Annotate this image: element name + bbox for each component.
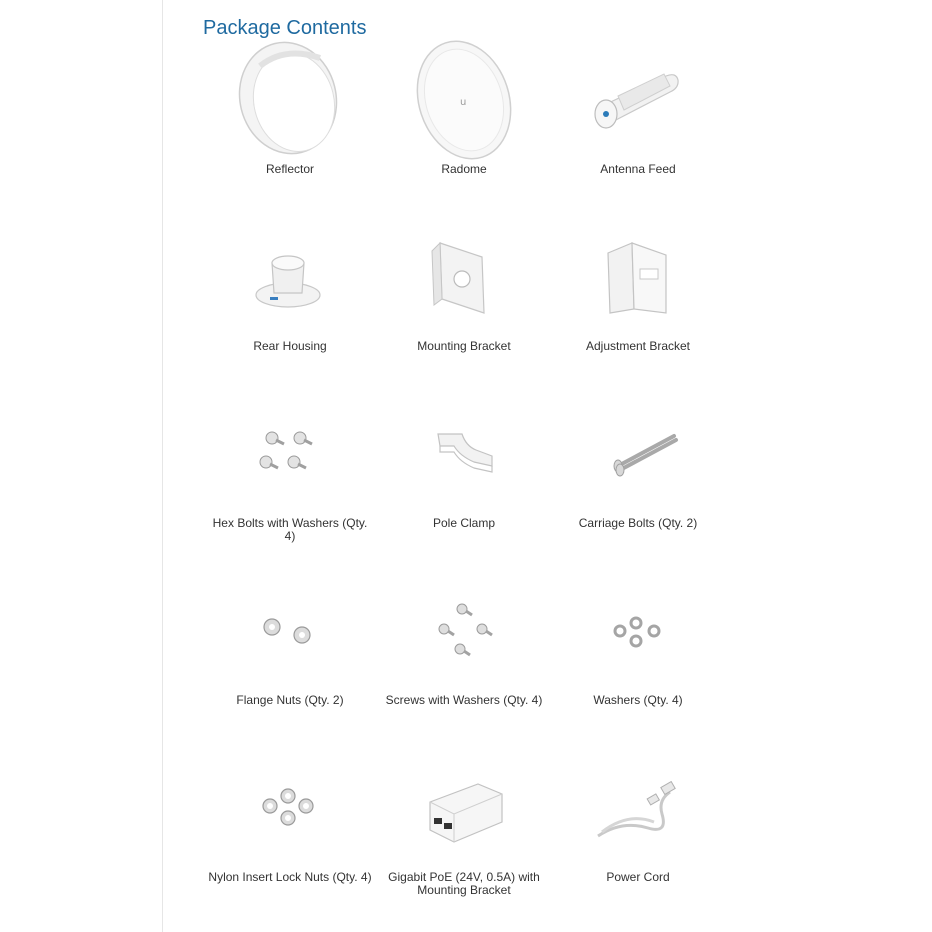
item-label: Nylon Insert Lock Nuts (Qty. 4): [208, 870, 372, 884]
item-label: Carriage Bolts (Qty. 2): [578, 516, 698, 530]
washers-icon: [578, 567, 698, 691]
item-label: Adjustment Bracket: [585, 339, 691, 353]
svg-text:u: u: [460, 97, 467, 108]
screws-icon: [404, 567, 524, 691]
antenna-feed-icon: [578, 36, 698, 160]
item-pole-clamp: [377, 390, 551, 567]
adjustment-bracket-icon: [578, 213, 698, 337]
item-radome: [377, 36, 551, 213]
item-label: Screws with Washers (Qty. 4): [385, 693, 543, 707]
rear-housing-icon: [230, 213, 350, 337]
sidebar-divider: [162, 0, 163, 932]
item-mounting-bracket: [377, 213, 551, 390]
mounting-bracket-icon: [404, 213, 524, 337]
item-poe-adapter: [377, 744, 551, 921]
hex-bolts-icon: [230, 390, 350, 514]
item-flange-nuts: [203, 567, 377, 744]
item-rear-housing: [203, 213, 377, 390]
item-lock-nuts: [203, 744, 377, 921]
pole-clamp-icon: [404, 390, 524, 514]
lock-nuts-icon: [230, 744, 350, 868]
power-cord-icon: [578, 744, 698, 868]
item-screws-with-washers: [377, 567, 551, 744]
item-power-cord: [551, 744, 725, 921]
item-label: Hex Bolts with Washers (Qty. 4): [212, 516, 368, 543]
poe-adapter-icon: [404, 744, 524, 868]
item-label: Pole Clamp: [432, 516, 496, 530]
reflector-icon: [230, 36, 350, 160]
item-label: Mounting Bracket: [417, 339, 511, 353]
item-label: Washers (Qty. 4): [593, 693, 683, 707]
radome-icon: [404, 36, 524, 160]
item-label: Gigabit PoE (24V, 0.5A) with Mounting Bracket: [388, 870, 540, 897]
carriage-bolts-icon: [578, 390, 698, 514]
item-label: Reflector: [265, 162, 315, 176]
item-carriage-bolts: [551, 390, 725, 567]
item-label: Flange Nuts (Qty. 2): [236, 693, 344, 707]
item-hex-bolts: [203, 390, 377, 567]
item-adjustment-bracket: [551, 213, 725, 390]
item-label: Power Cord: [606, 870, 670, 884]
page-title: Package Contents: [203, 17, 367, 40]
item-label: Rear Housing: [253, 339, 327, 353]
item-reflector: [203, 36, 377, 213]
item-antenna-feed: [551, 36, 725, 213]
item-label: Radome: [441, 162, 487, 176]
item-label: Antenna Feed: [600, 162, 676, 176]
flange-nuts-icon: [230, 567, 350, 691]
item-washers: [551, 567, 725, 744]
